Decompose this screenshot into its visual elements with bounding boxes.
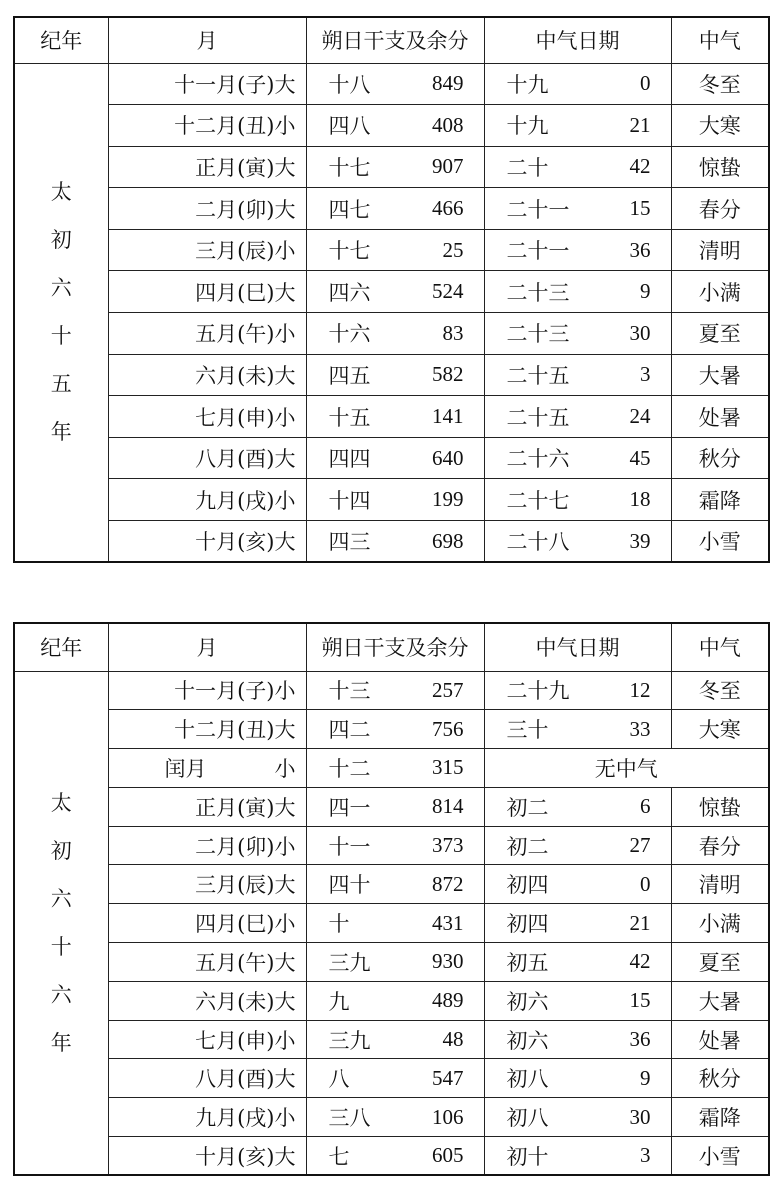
table-row	[14, 437, 769, 479]
qi-name: 春分	[671, 826, 769, 865]
qi-name: 夏至	[671, 943, 769, 982]
conj-day: 四一	[328, 795, 371, 820]
conj-remainder: 466	[432, 196, 464, 221]
qi-day: 二十八	[506, 530, 570, 555]
qi-day: 二十六	[506, 447, 570, 472]
month-cell: 六月(未)大	[108, 981, 306, 1020]
qi-minute: 27	[629, 833, 651, 858]
table-row	[14, 671, 769, 710]
qi-name: 大寒	[671, 710, 769, 749]
qi-name: 清明	[671, 229, 769, 271]
era-cell	[14, 671, 108, 1175]
qi-minute: 21	[629, 910, 651, 935]
conj-day: 四三	[328, 530, 371, 555]
qi-day: 初八	[506, 1067, 549, 1092]
month-cell: 五月(午)大	[108, 943, 306, 982]
qi-minute: 9	[640, 279, 651, 304]
month-cell: 十月(亥)大	[108, 521, 306, 563]
qi-name: 霜降	[671, 1098, 769, 1137]
qi-minute: 6	[640, 794, 651, 819]
qi-name: 春分	[671, 188, 769, 230]
conj-remainder: 698	[432, 528, 464, 553]
conj-day: 十三	[328, 679, 371, 704]
qi-name: 霜降	[671, 479, 769, 521]
conj-remainder: 199	[432, 487, 464, 512]
table-row	[14, 904, 769, 943]
header-qi: 中气	[671, 17, 769, 63]
month-cell: 二月(卯)大	[108, 188, 306, 230]
qi-minute: 36	[629, 237, 651, 262]
month-cell: 九月(戌)小	[108, 479, 306, 521]
conj-day: 十七	[328, 155, 371, 180]
conj-day: 八	[328, 1067, 350, 1092]
qi-day: 初四	[506, 873, 549, 898]
qi-name: 大暑	[671, 354, 769, 396]
qi-minute: 39	[629, 528, 651, 553]
table-row	[14, 710, 769, 749]
header-row	[14, 623, 769, 671]
qi-name: 夏至	[671, 313, 769, 355]
qi-minute: 36	[629, 1027, 651, 1052]
qi-day: 三十	[506, 718, 549, 743]
month-cell: 二月(卯)小	[108, 826, 306, 865]
conj-remainder: 431	[432, 910, 464, 935]
header-qi-date: 中气日期	[484, 623, 671, 671]
table-row	[14, 1020, 769, 1059]
conj-day: 十六	[328, 322, 371, 347]
qi-minute: 33	[629, 716, 651, 741]
conj-remainder: 524	[432, 279, 464, 304]
table-row	[14, 981, 769, 1020]
conj-day: 十七	[328, 239, 371, 264]
month-cell: 五月(午)小	[108, 313, 306, 355]
month-cell: 四月(巳)小	[108, 904, 306, 943]
header-era: 纪年	[14, 17, 108, 63]
conj-day: 三八	[328, 1106, 371, 1131]
header-row	[14, 17, 769, 63]
era-label: 太初六十六年	[50, 790, 72, 1055]
qi-day: 初六	[506, 989, 549, 1014]
month-cell: 八月(酉)大	[108, 1059, 306, 1098]
month-cell: 七月(申)小	[108, 1020, 306, 1059]
conj-day: 十二	[328, 756, 371, 781]
qi-minute: 18	[629, 487, 651, 512]
conj-day: 四二	[328, 718, 371, 743]
conj-remainder: 373	[432, 833, 464, 858]
conj-day: 十四	[328, 488, 371, 513]
table-row	[14, 105, 769, 147]
header-qi: 中气	[671, 623, 769, 671]
table-row	[14, 354, 769, 396]
qi-minute: 30	[629, 1104, 651, 1129]
header-qi-date: 中气日期	[484, 17, 671, 63]
qi-name: 冬至	[671, 63, 769, 105]
qi-name: 大寒	[671, 105, 769, 147]
qi-name: 小满	[671, 904, 769, 943]
qi-day: 初十	[506, 1144, 549, 1169]
table-row	[14, 943, 769, 982]
qi-name: 小雪	[671, 1137, 769, 1176]
qi-minute: 12	[629, 677, 651, 702]
header-month: 月	[108, 17, 306, 63]
no-qi-cell: 无中气	[484, 749, 769, 788]
conj-day: 四五	[328, 363, 371, 388]
header-conjunction: 朔日干支及余分	[306, 623, 484, 671]
table-row-leap	[14, 749, 769, 788]
conj-day: 十一	[328, 834, 371, 859]
header-conjunction: 朔日干支及余分	[306, 17, 484, 63]
qi-day: 二十五	[506, 405, 570, 430]
conj-day: 七	[328, 1144, 350, 1169]
qi-day: 初二	[506, 834, 549, 859]
conj-remainder: 582	[432, 362, 464, 387]
qi-day: 初六	[506, 1028, 549, 1053]
qi-day: 二十九	[506, 679, 570, 704]
conj-day: 三九	[328, 1028, 371, 1053]
month-cell	[108, 749, 306, 788]
qi-minute: 21	[629, 112, 651, 137]
month-cell: 十二月(丑)小	[108, 105, 306, 147]
month-cell: 三月(辰)小	[108, 229, 306, 271]
table-row	[14, 1059, 769, 1098]
qi-name: 处暑	[671, 1020, 769, 1059]
calendar-table-year-65	[13, 16, 770, 563]
qi-day: 二十五	[506, 363, 570, 388]
table-row	[14, 188, 769, 230]
conj-remainder: 547	[432, 1065, 464, 1090]
month-cell: 十一月(子)小	[108, 671, 306, 710]
qi-minute: 3	[640, 1143, 651, 1168]
conj-day: 三九	[328, 950, 371, 975]
qi-day: 二十三	[506, 280, 570, 305]
conj-remainder: 849	[432, 71, 464, 96]
qi-day: 二十三	[506, 322, 570, 347]
qi-name: 清明	[671, 865, 769, 904]
conj-remainder: 48	[442, 1027, 464, 1052]
month-cell: 十二月(丑)大	[108, 710, 306, 749]
qi-name: 大暑	[671, 981, 769, 1020]
table-row	[14, 1098, 769, 1137]
table-row	[14, 1137, 769, 1176]
conj-remainder: 315	[432, 755, 464, 780]
qi-name: 惊蛰	[671, 787, 769, 826]
qi-day: 初四	[506, 912, 549, 937]
leap-month-size: 小	[274, 756, 296, 781]
conj-remainder: 489	[432, 988, 464, 1013]
conj-day: 四六	[328, 280, 371, 305]
qi-day: 十九	[506, 114, 549, 139]
table-row	[14, 229, 769, 271]
conj-day: 十八	[328, 72, 371, 97]
qi-day: 十九	[506, 72, 549, 97]
qi-name: 秋分	[671, 1059, 769, 1098]
qi-minute: 9	[640, 1065, 651, 1090]
qi-minute: 15	[629, 196, 651, 221]
conj-remainder: 605	[432, 1143, 464, 1168]
table-row	[14, 313, 769, 355]
conj-remainder: 25	[442, 237, 464, 262]
qi-name: 冬至	[671, 671, 769, 710]
conj-day: 十五	[328, 405, 371, 430]
qi-minute: 42	[629, 949, 651, 974]
table-row	[14, 396, 769, 438]
header-era: 纪年	[14, 623, 108, 671]
leap-month-label: 闰月	[164, 756, 207, 781]
qi-name: 小满	[671, 271, 769, 313]
qi-day: 二十一	[506, 239, 570, 264]
qi-day: 二十	[506, 155, 549, 180]
conj-day: 四七	[328, 197, 371, 222]
conj-day: 十	[328, 912, 350, 937]
qi-minute: 24	[629, 404, 651, 429]
conj-remainder: 141	[432, 404, 464, 429]
month-cell: 七月(申)小	[108, 396, 306, 438]
conj-remainder: 814	[432, 794, 464, 819]
qi-name: 惊蛰	[671, 146, 769, 188]
conj-remainder: 872	[432, 871, 464, 896]
conj-day: 四四	[328, 447, 371, 472]
conj-remainder: 640	[432, 445, 464, 470]
month-cell: 十月(亥)大	[108, 1137, 306, 1176]
qi-day: 初八	[506, 1106, 549, 1131]
table-row	[14, 146, 769, 188]
header-month: 月	[108, 623, 306, 671]
table-row	[14, 826, 769, 865]
conj-remainder: 257	[432, 677, 464, 702]
conj-remainder: 930	[432, 949, 464, 974]
qi-minute: 45	[629, 445, 651, 470]
table-row	[14, 865, 769, 904]
table-row	[14, 63, 769, 105]
table-row	[14, 479, 769, 521]
conj-day: 四八	[328, 114, 371, 139]
qi-minute: 0	[640, 71, 651, 96]
qi-minute: 15	[629, 988, 651, 1013]
month-cell: 八月(酉)大	[108, 437, 306, 479]
conj-remainder: 408	[432, 112, 464, 137]
conj-day: 四十	[328, 873, 371, 898]
conj-remainder: 106	[432, 1104, 464, 1129]
conj-day: 九	[328, 989, 350, 1014]
qi-day: 二十一	[506, 197, 570, 222]
qi-day: 初二	[506, 795, 549, 820]
qi-name: 处暑	[671, 396, 769, 438]
era-label: 太初六十五年	[50, 180, 72, 445]
calendar-table-year-66	[13, 622, 770, 1176]
month-cell: 九月(戌)小	[108, 1098, 306, 1137]
era-cell	[14, 63, 108, 562]
table-row	[14, 521, 769, 563]
month-cell: 十一月(子)大	[108, 63, 306, 105]
month-cell: 正月(寅)大	[108, 787, 306, 826]
conj-remainder: 907	[432, 154, 464, 179]
qi-name: 秋分	[671, 437, 769, 479]
qi-minute: 42	[629, 154, 651, 179]
qi-day: 初五	[506, 950, 549, 975]
conj-remainder: 756	[432, 716, 464, 741]
table-row	[14, 271, 769, 313]
qi-minute: 30	[629, 320, 651, 345]
qi-minute: 3	[640, 362, 651, 387]
month-cell: 四月(巳)大	[108, 271, 306, 313]
qi-name: 小雪	[671, 521, 769, 563]
qi-minute: 0	[640, 871, 651, 896]
month-cell: 三月(辰)大	[108, 865, 306, 904]
month-cell: 正月(寅)大	[108, 146, 306, 188]
table-row	[14, 787, 769, 826]
conj-remainder: 83	[442, 320, 464, 345]
qi-day: 二十七	[506, 488, 570, 513]
month-cell: 六月(未)大	[108, 354, 306, 396]
